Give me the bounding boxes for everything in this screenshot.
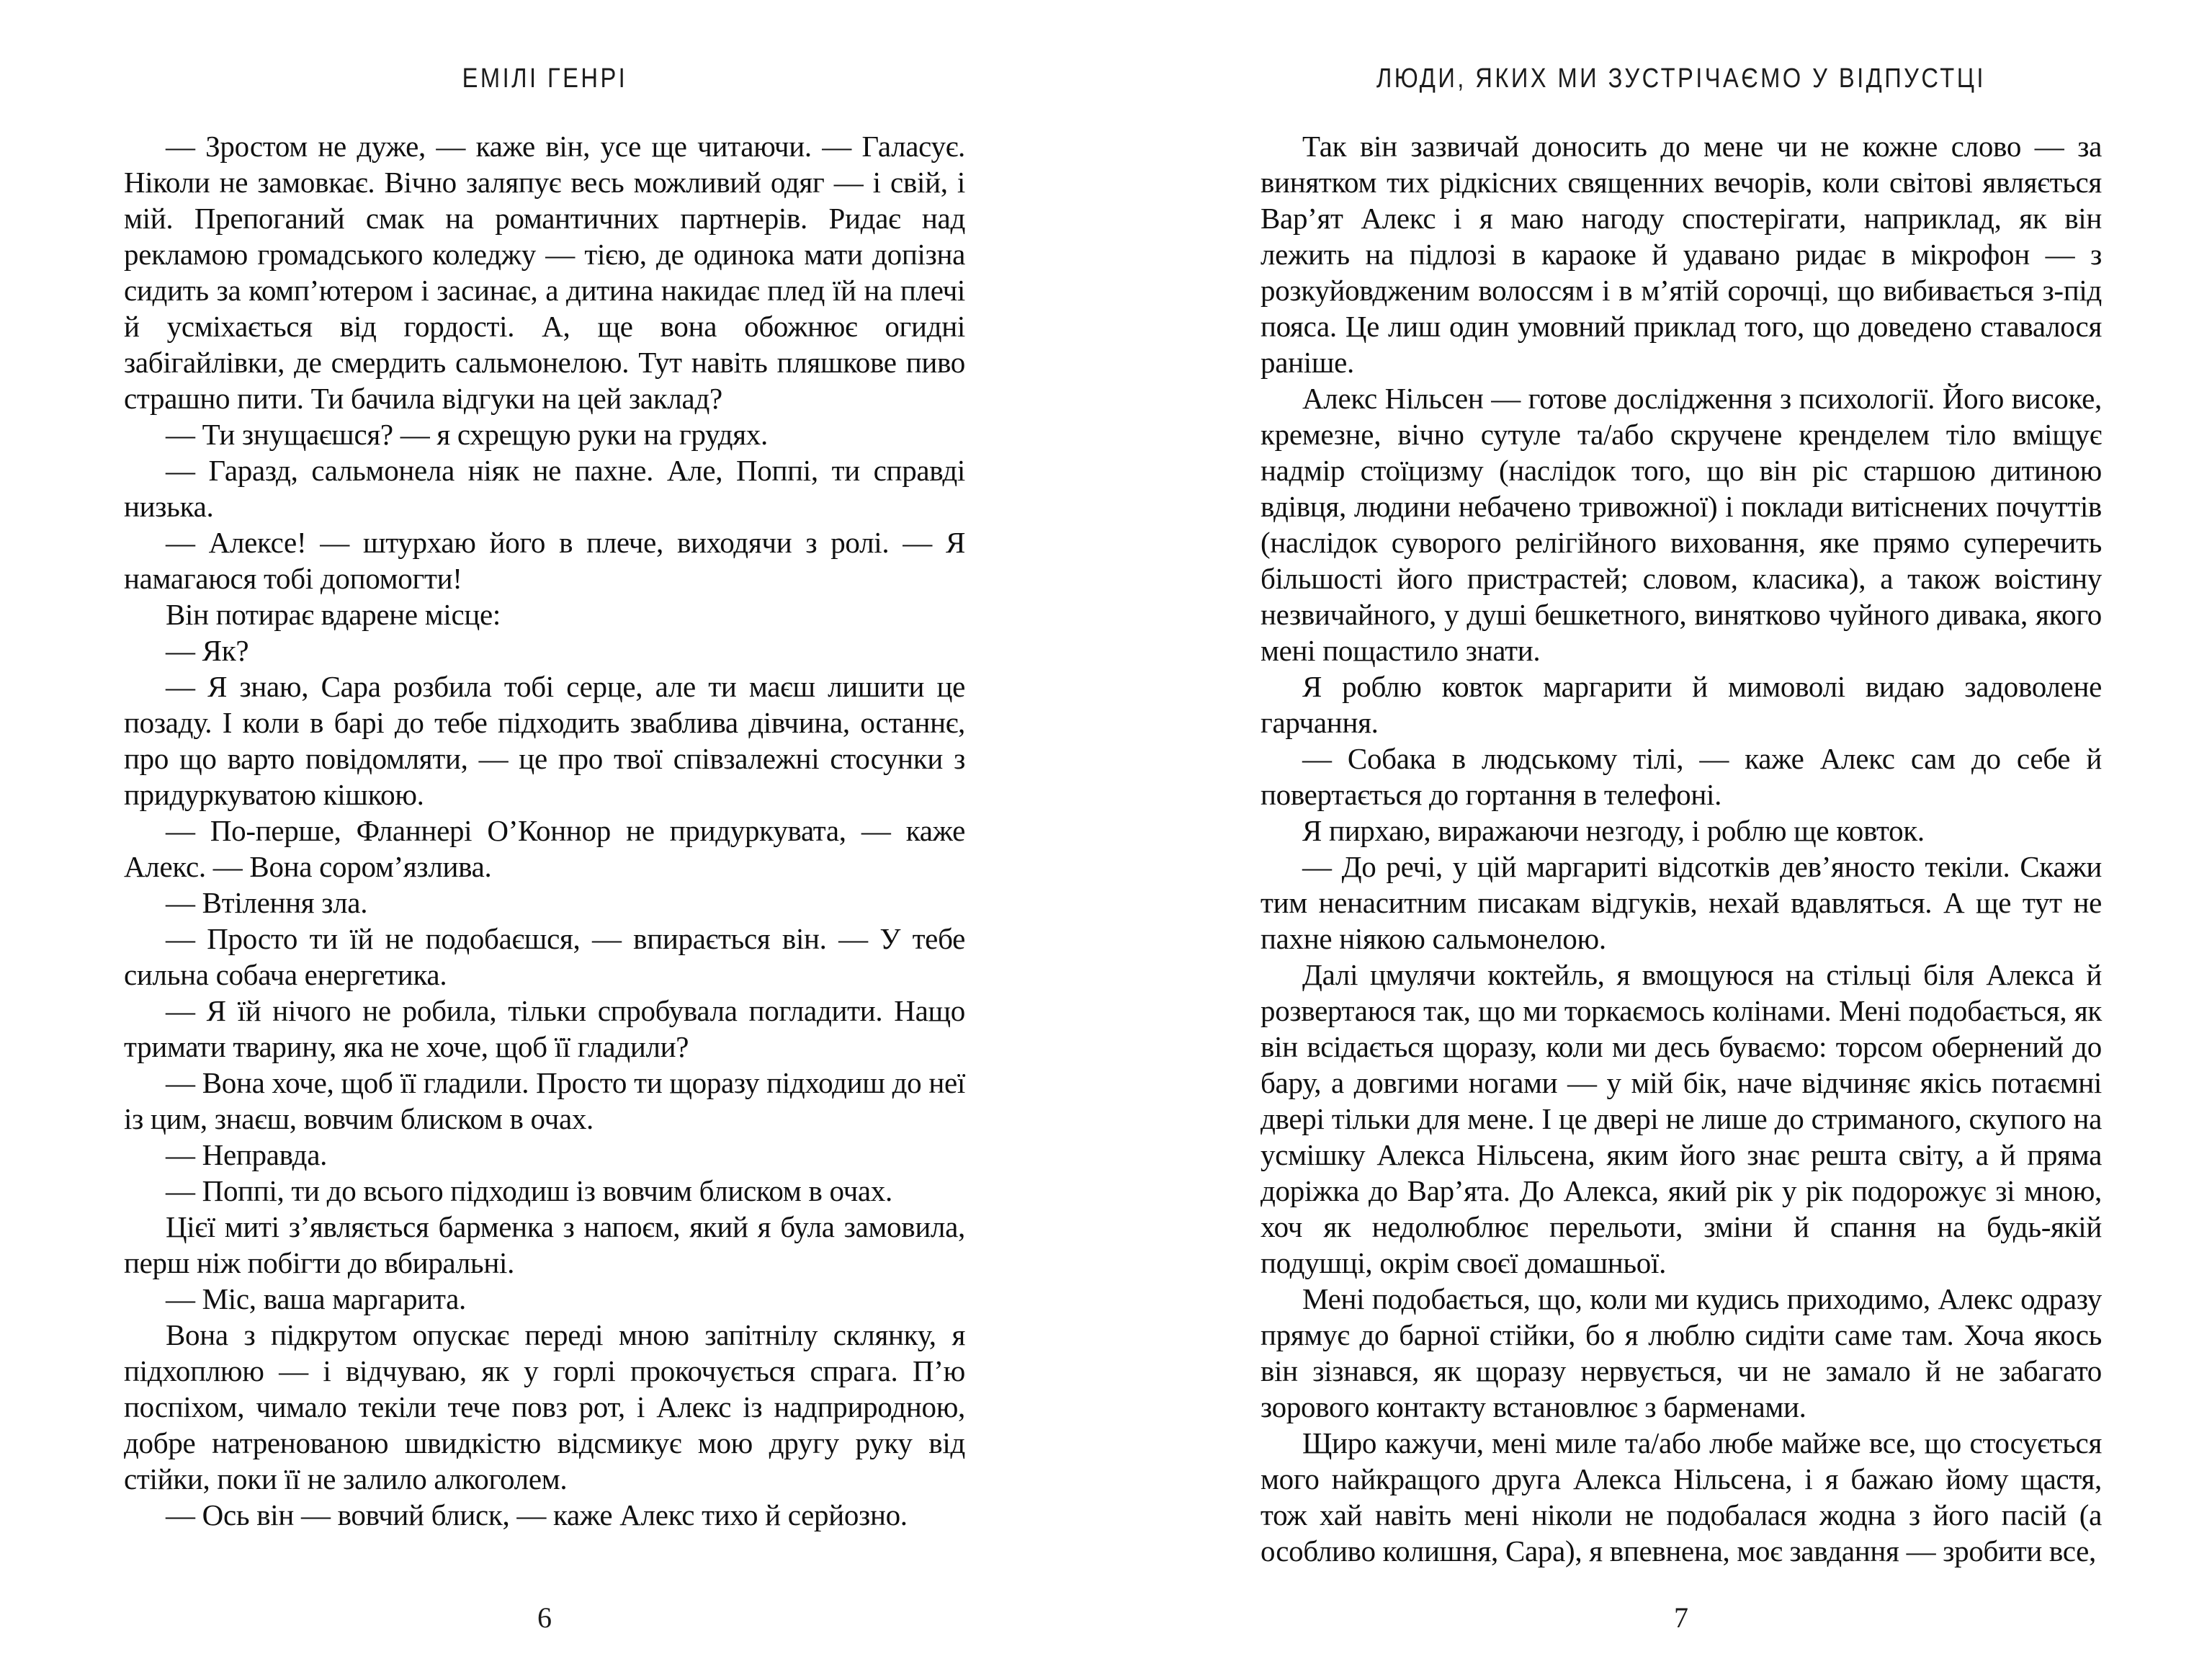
running-header-title <box>1261 63 2102 94</box>
paragraph: — Я знаю, Сара розбила тобі серце, але ти маєш лишити це позаду. І коли в барі до тебе підходить зваблива дівчина, останнє, про що варто повідомляти, — це про твої співзалежні стосунки з придуркуватою кішкою. <box>124 670 965 811</box>
paragraph: — Просто ти їй не подобаєшся, — впирається він. — У тебе сильна собача енергетика. <box>124 922 965 991</box>
paragraph: — Поппі, ти до всього підходиш із вовчим блиском в очах. <box>166 1174 892 1207</box>
paragraph: — Я їй нічого не робила, тільки спробувала погладити. Нащо тримати тварину, яка не хоче, щоб її гладили? <box>124 994 965 1063</box>
running-header-author <box>124 63 965 94</box>
paragraph: — Неправда. <box>166 1138 328 1171</box>
paragraph: — Собака в людському тілі, — каже Алекс сам до себе й повертається до гортання в телефоні. <box>1261 742 2102 811</box>
running-header-author-text: ЕМІЛІ ГЕНРІ <box>462 63 627 94</box>
paragraph: — По-перше, Фланнері О’Коннор не придуркувата, — каже Алекс. — Вона сором’язлива. <box>124 814 965 883</box>
paragraph: — До речі, у цій маргариті відсотків дев’яносто текіли. Скажи тим ненаситним писакам відгуків, нехай вдавляться. А ще тут не пахне ніякою сальмонелою. <box>1261 850 2102 955</box>
page-number-left: 6 <box>537 1601 552 1634</box>
paragraph: Я пирхаю, виражаючи незгоду, і роблю ще ковток. <box>1302 814 1925 847</box>
paragraph: Алекс Нільсен — готове дослідження з психології. Його високе, кремезне, вічно сутуле та/або скручене кренделем тіло вміщує надмір стоїцизму (наслідок того, що він ріс старшою дитиною вдівця, людини небачено тривожної) і поклади витіснених почуттів (наслідок суворого релігійного виховання, яке прямо суперечить більшості його пристрастей; словом, класика), а також воістину незвичайного, у душі бешкетного, винятково чуйного дивака, якого мені пощастило знати. <box>1261 382 2102 667</box>
paragraph: Він потирає вдарене місце: <box>166 598 501 631</box>
paragraph: Я роблю ковток маргарити й мимоволі видаю задоволене гарчання. <box>1261 670 2102 739</box>
paragraph: — Алексе! — штурхаю його в плече, виходячи з ролі. — Я намагаюся тобі допомогти! <box>124 526 965 595</box>
page-right <box>1261 0 2102 1659</box>
paragraph: Цієї миті з’являється барменка з напоєм, який я була замовила, перш ніж побігти до вбиральні. <box>124 1210 965 1279</box>
paragraph: Так він зазвичай доносить до мене чи не кожне слово — за винятком тих рідкісних священних вечорів, коли світові являється Вар’ят Алекс і я маю нагоду спостерігати, наприклад, як він лежить на підлозі в караоке й удавано ридає в мікрофон — з розкуйовдженим волоссям і в м’ятій сорочці, що вибивається з-під пояса. Це лиш один умовний приклад того, що доведено ставалося раніше. <box>1261 130 2102 379</box>
paragraph: — Вона хоче, щоб її гладили. Просто ти щоразу підходиш до неї із цим, знаєш, вовчим блиском в очах. <box>124 1066 965 1135</box>
paragraph: — Ти знущаєшся? — я схрещую руки на грудях. <box>166 418 768 451</box>
page-number-right: 7 <box>1674 1601 1688 1634</box>
paragraph: — Ось він — вовчий блиск, — каже Алекс тихо й серйозно. <box>166 1498 908 1531</box>
paragraph: — Міс, ваша маргарита. <box>166 1282 466 1315</box>
paragraph: — Втілення зла. <box>166 886 368 919</box>
page-right-body <box>1261 128 2102 1569</box>
paragraph: Далі цмулячи коктейль, я вмощуюся на стільці біля Алекса й розвертаюся так, що ми торкаємось колінами. Мені подобається, як він всідається щоразу, коли ми десь буваємо: торсом обернений до бару, а довгими ногами — у мій бік, наче відчиняє якісь потаємні двері тільки для мене. І це двері не лише до стриманого, скупого на усмішку Алекса Нільсена, яким його знає решта світу, а й пряма доріжка до Вар’ята. До Алекса, який рік у рік подорожує зі мною, хоч як недолюблює перельоти, зміни й спання на будь-якій подушці, окрім своєї домашньої. <box>1261 958 2102 1279</box>
page-left-body <box>124 128 965 1533</box>
paragraph: — Зростом не дуже, — каже він, усе ще читаючи. — Галасує. Ніколи не замовкає. Вічно заляпує весь можливий одяг — і свій, і мій. Препоганий смак на романтичних партнерів. Ридає над рекламою громадського коледжу — тією, де одинока мати допізна сидить за комп’ютером і засинає, а дитина накидає плед їй на плечі й усміхається від гордості. А, ще вона обожнює огидні забігайлівки, де смердить сальмонелою. Тут навіть пляшкове пиво страшно пити. Ти бачила відгуки на цей заклад? <box>124 130 965 415</box>
paragraph: Щиро кажучи, мені миле та/або любе майже все, що стосується мого найкращого друга Алекса Нільсена, і я бажаю йому щастя, тож хай навіть мені ніколи не подобалася жодна з його пасій (а особливо колишня, Сара), я впевнена, моє завдання — зробити все, <box>1261 1426 2102 1568</box>
page-left <box>124 0 965 1659</box>
paragraph: Вона з підкрутом опускає переді мною запітнілу склянку, я підхоплюю — і відчуваю, як у горлі прокочується спрага. П’ю поспіхом, чимало текіли тече повз рот, і Алекс із надприродною, добре натренованою швидкістю відсмикує мою другу руку від стійки, поки її не залило алкоголем. <box>124 1318 965 1495</box>
running-header-title-text: ЛЮДИ, ЯКИХ МИ ЗУСТРІЧАЄМО У ВІДПУСТЦІ <box>1376 63 1986 94</box>
paragraph: Мені подобається, що, коли ми кудись приходимо, Алекс одразу прямує до барної стійки, бо я люблю сидіти саме там. Хоча якось він зізнався, як щоразу нервується, чи не замало й не забагато зорового контакту встановлює з барменами. <box>1261 1282 2102 1423</box>
paragraph: — Як? <box>166 634 249 667</box>
paragraph: — Гаразд, сальмонела ніяк не пахне. Але, Поппі, ти справді низька. <box>124 454 965 523</box>
